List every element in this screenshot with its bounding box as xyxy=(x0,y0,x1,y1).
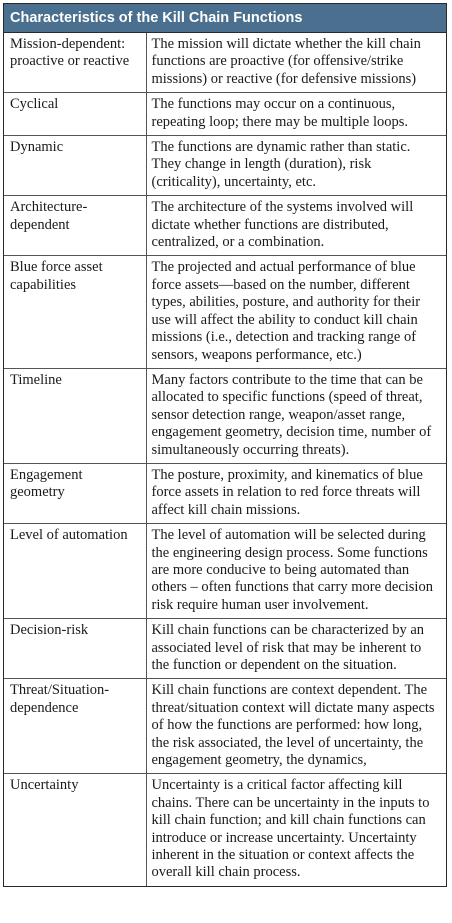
table-row xyxy=(4,196,446,256)
row-term: Mission-dependent: proactive or reactive xyxy=(4,33,146,93)
row-description: The functions are dynamic rather than static. They change in length (duration), risk (criticality), uncertainty, etc. xyxy=(146,136,446,196)
table-row xyxy=(4,463,446,523)
row-term: Dynamic xyxy=(4,136,146,196)
row-term: Uncertainty xyxy=(4,774,146,886)
table-row xyxy=(4,679,446,774)
table-row xyxy=(4,774,446,886)
table-row xyxy=(4,256,446,368)
table-row xyxy=(4,33,446,93)
row-description: Uncertainty is a critical factor affecting kill chains. There can be uncertainty in the inputs to kill chain function; and kill chain functions can introduce or increase uncertainty. Uncertainty inherent in the situation or context affects the overall kill chain process. xyxy=(146,774,446,886)
table-row xyxy=(4,524,446,619)
row-description: Many factors contribute to the time that can be allocated to specific functions (speed of threat, sensor detection range, weapon/asset range, engagement geometry, decision time, number of simultaneously occurring threats). xyxy=(146,368,446,463)
row-term: Cyclical xyxy=(4,93,146,136)
row-term: Level of automation xyxy=(4,524,146,619)
table-row xyxy=(4,136,446,196)
table-body xyxy=(4,33,446,886)
row-description: Kill chain functions are context dependent. The threat/situation context will dictate many aspects of how the functions are performed: how long, the risk associated, the level of uncertainty, the engagement geometry, the dynamics, xyxy=(146,679,446,774)
characteristics-table xyxy=(3,3,447,887)
row-description: The mission will dictate whether the kill chain functions are proactive (for offensive/strike missions) or reactive (for defensive missions) xyxy=(151,36,421,87)
row-description: The functions may occur on a continuous, repeating loop; there may be multiple loops. xyxy=(146,93,446,136)
row-description: Kill chain functions can be characterized by an associated level of risk that may be inherent to the function or dependent on the situation. xyxy=(146,619,446,679)
table-row xyxy=(4,368,446,463)
row-term: Decision-risk xyxy=(4,619,146,679)
row-term: Engagement geometry xyxy=(4,463,146,523)
row-description: The level of automation will be selected during the engineering design process. Some functions are more conducive to being automated than others – often functions that carry more decision risk require human user involvement. xyxy=(146,524,446,619)
row-description: The projected and actual performance of blue force assets—based on the number, different types, abilities, posture, and authority for their use will affect the ability to conduct kill chain missions (i.e., detection and tracking range of sensors, weapons performance, etc.) xyxy=(146,256,446,368)
row-term: Architecture-dependent xyxy=(4,196,146,256)
row-term: Timeline xyxy=(4,368,146,463)
table-row xyxy=(4,619,446,679)
table-row xyxy=(4,93,446,136)
row-term: Threat/Situation-dependence xyxy=(4,679,146,774)
row-description: The architecture of the systems involved will dictate whether functions are distributed, centralized, or a combination. xyxy=(146,196,446,256)
row-description: The posture, proximity, and kinematics of blue force assets in relation to red force threats will affect kill chain missions. xyxy=(146,463,446,523)
table-title: Characteristics of the Kill Chain Functions xyxy=(4,4,446,33)
row-term: Blue force asset capabilities xyxy=(4,256,146,368)
characteristics-grid xyxy=(4,33,446,886)
